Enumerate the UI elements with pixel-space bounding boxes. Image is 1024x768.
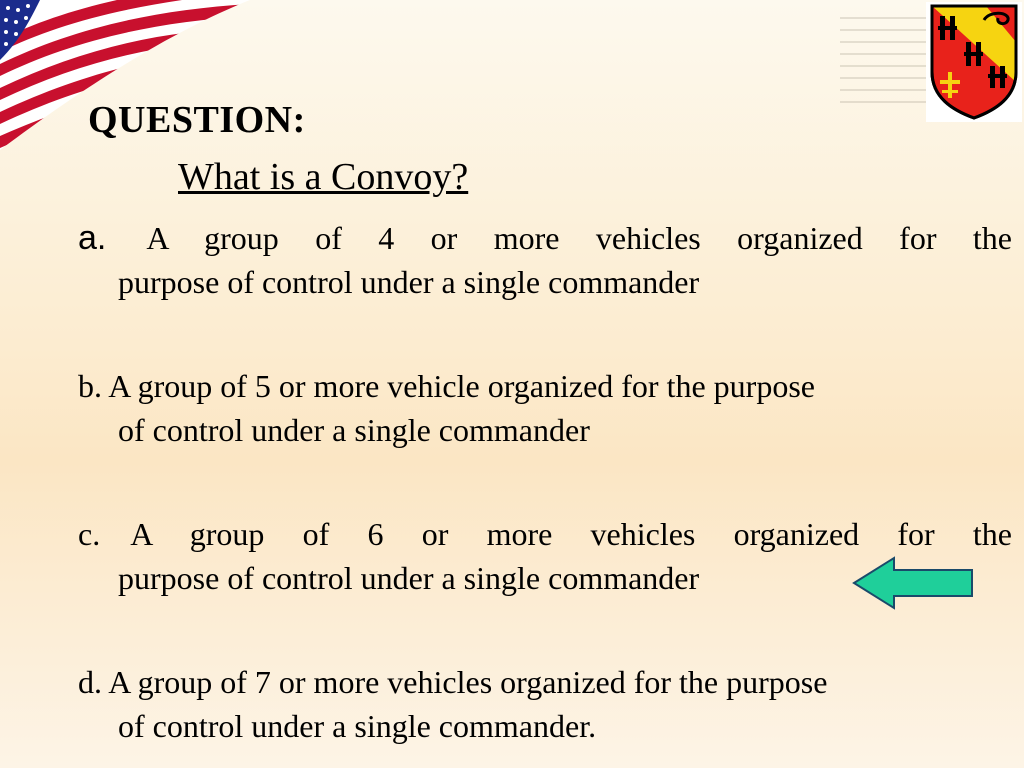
option-text: A group of 5 or more vehicle organized for the purpose [108, 368, 815, 404]
option-text: A group of 7 or more vehicles organized for the purpose [108, 664, 828, 700]
option-text: A group of 6 or more vehicles organized for the [130, 516, 1012, 552]
option-letter: c. [78, 516, 101, 552]
question-text: What is a Convoy? [178, 156, 469, 198]
page-title: QUESTION: [88, 99, 306, 141]
option-text-continued: of control under a single commander [118, 412, 590, 448]
unit-crest-icon [926, 2, 1022, 122]
option-d [78, 660, 1012, 748]
decorative-lines [840, 8, 930, 118]
option-a [78, 216, 1012, 304]
option-text: A group of 4 or more vehicles organized for the [146, 220, 1012, 256]
option-letter: d. [78, 664, 102, 700]
option-text-continued: purpose of control under a single commander [118, 264, 700, 300]
option-letter: a. [78, 219, 107, 257]
option-text-continued: of control under a single commander. [118, 708, 597, 744]
option-text-continued: purpose of control under a single commander [118, 560, 700, 596]
option-letter: b. [78, 368, 102, 404]
left-arrow-icon [852, 556, 976, 610]
option-b [78, 364, 1012, 452]
